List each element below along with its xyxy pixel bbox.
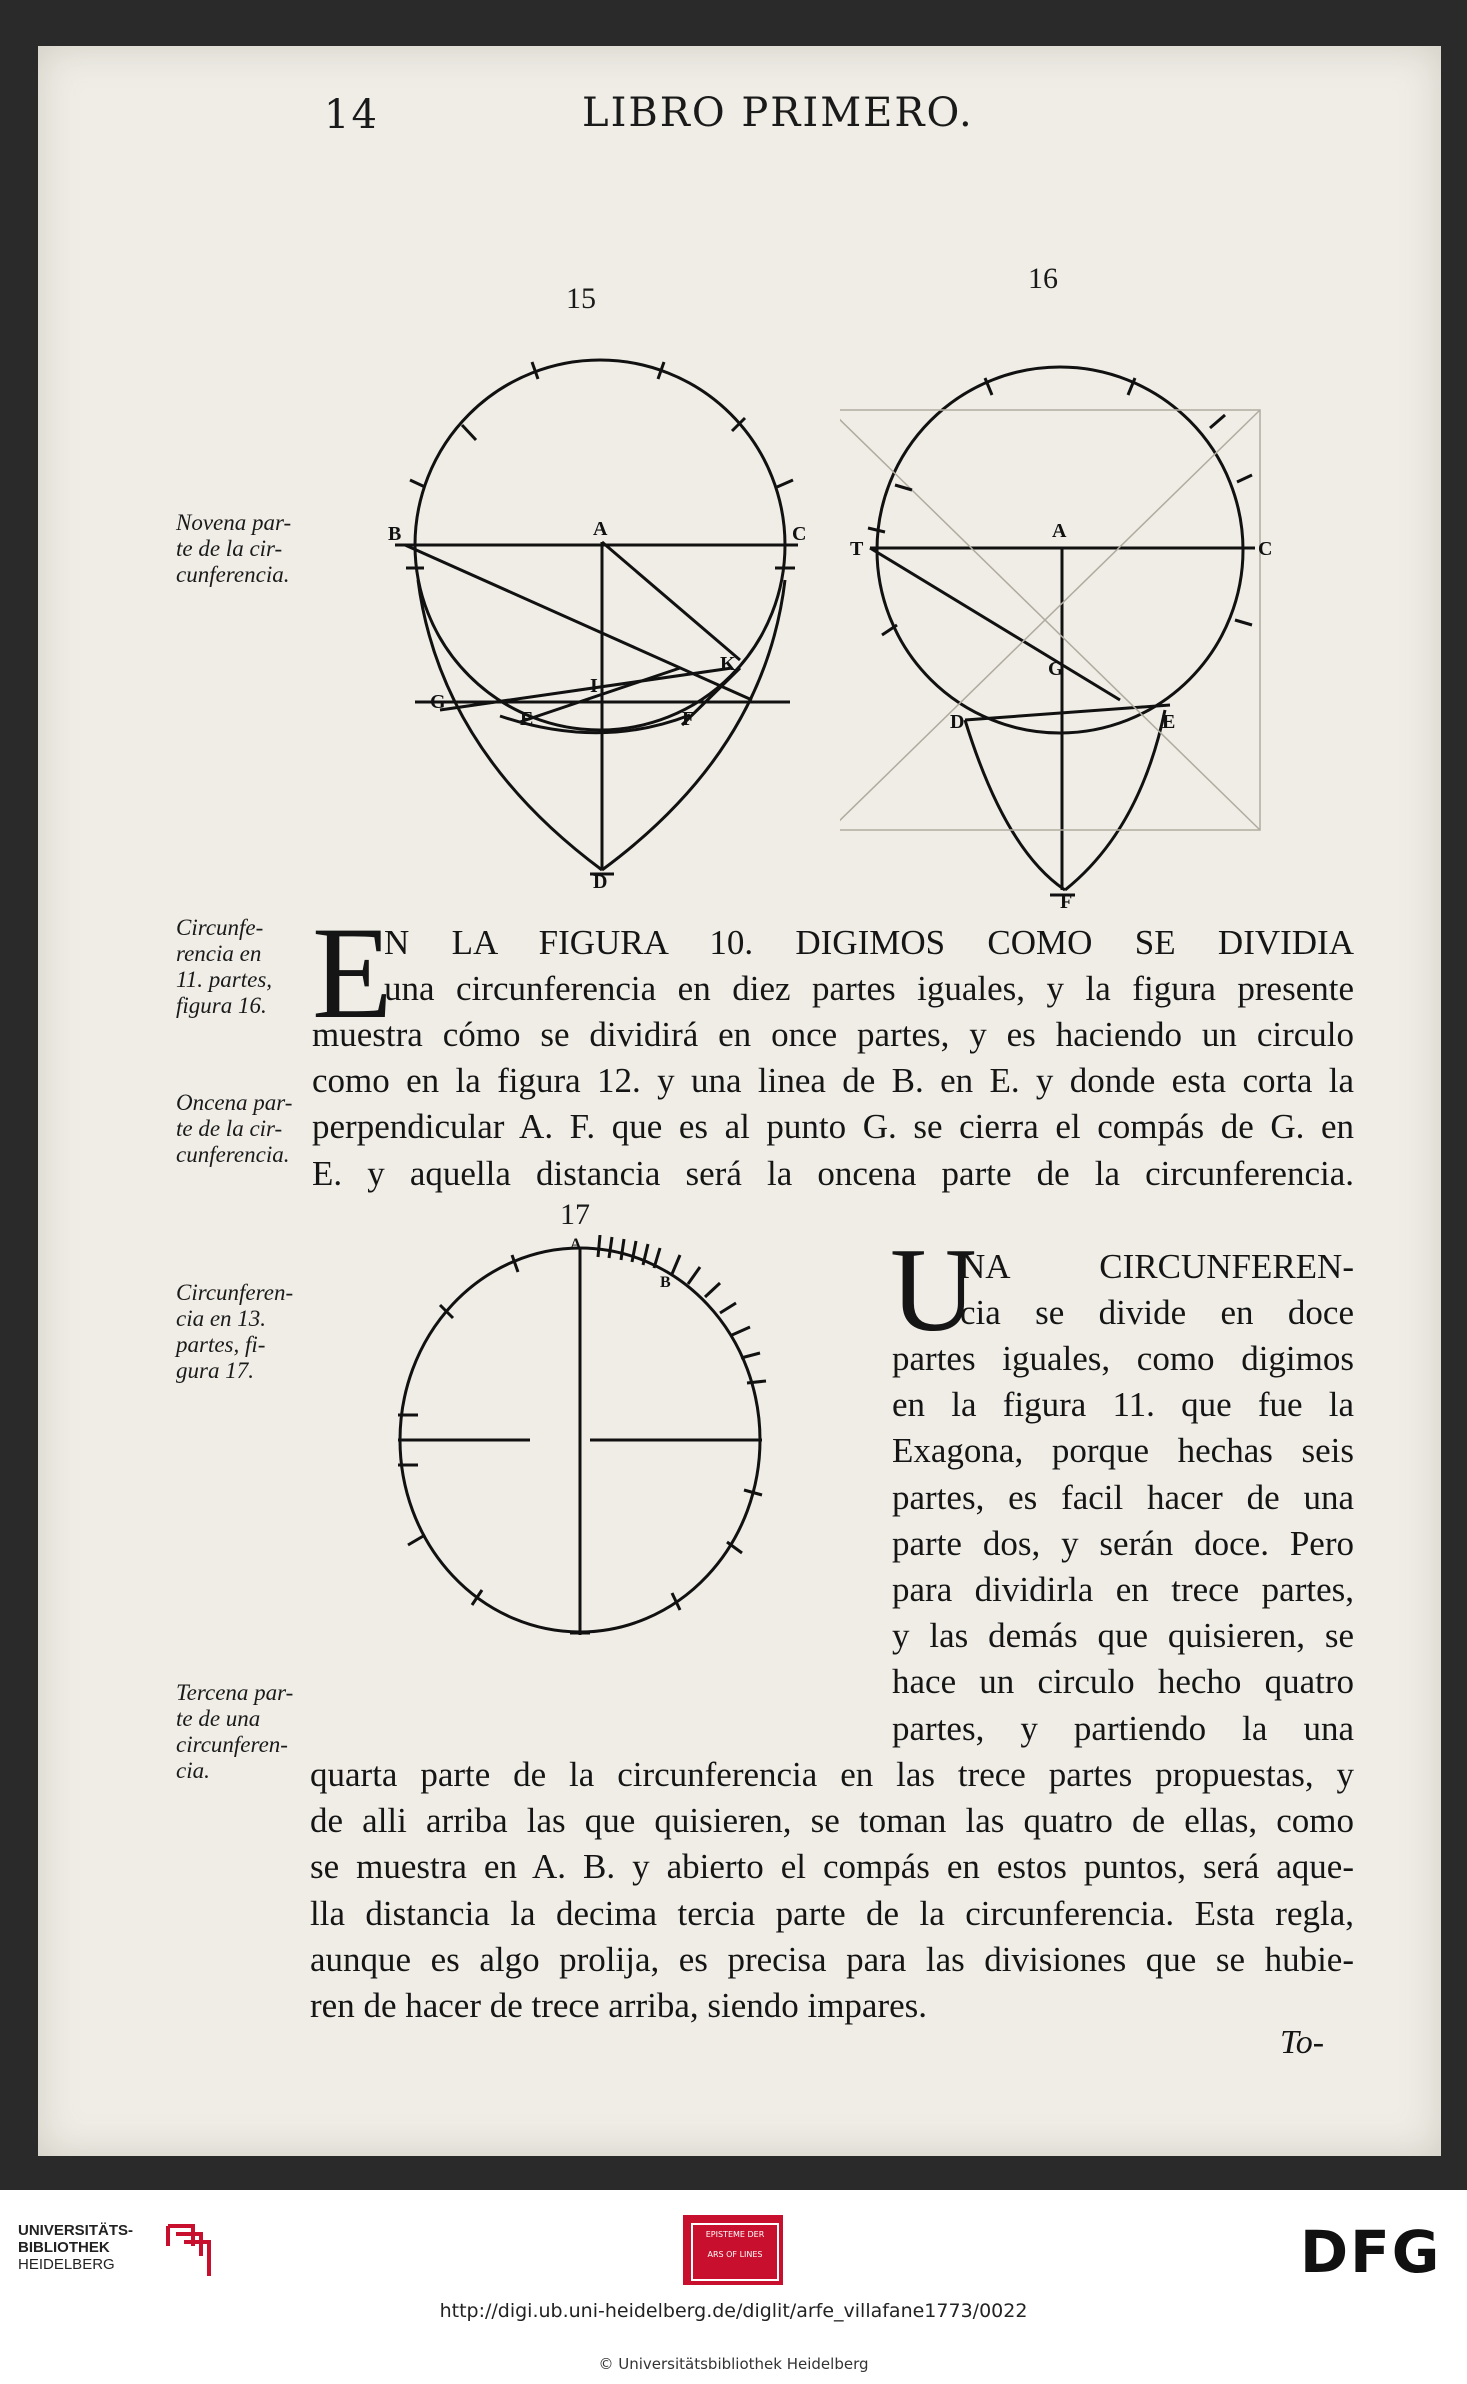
copyright-notice: © Universitätsbibliothek Heidelberg — [598, 2355, 869, 2373]
margin-line: rencia en — [176, 941, 262, 966]
margin-line: partes, fi- — [176, 1332, 266, 1357]
text-line: quarta parte de la circunferencia en las trece partes propuestas, y — [310, 1755, 1354, 1794]
fig17-label-B: B — [660, 1274, 671, 1291]
fig15-label-F: F — [682, 708, 695, 730]
text-line: E. y aquella distancia será la oncena parte de la circunferencia. — [312, 1153, 1354, 1193]
margin-line: te de la cir- — [176, 536, 283, 561]
dfg-logo[interactable]: DFG — [1300, 2218, 1442, 2286]
margin-line: gura 17. — [176, 1358, 254, 1383]
fig16-label-F: F — [1060, 891, 1073, 910]
margin-note-circunferencia-11 — [176, 915, 316, 1019]
figure-15-number: 15 — [566, 282, 596, 315]
episteme-logo[interactable] — [683, 2215, 783, 2285]
fig15-label-I: I — [590, 675, 598, 697]
fig15-label-A: A — [593, 518, 608, 540]
text-line: para dividirla en trece partes, — [892, 1570, 1354, 1610]
text-line: parte dos, y serán doce. Pero — [892, 1523, 1354, 1563]
text-line: una circunferencia en diez partes iguales, y la figura presente — [384, 969, 1354, 1009]
fig16-label-A: A — [1052, 520, 1067, 542]
fig15-label-K: K — [720, 653, 736, 675]
text-line: Exagona, porque hechas seis — [892, 1431, 1354, 1471]
text-line: como en la figura 12. y una linea de B. en E. y donde esta corta la — [312, 1061, 1354, 1101]
logo-line: UNIVERSITÄTS- — [18, 2222, 134, 2239]
margin-line: 11. partes, — [176, 967, 273, 992]
text-line: hace un circulo hecho quatro — [892, 1662, 1354, 1702]
margin-line: Oncena par- — [176, 1090, 293, 1115]
page-number: 14 — [324, 92, 379, 138]
text-line: ren de hacer de trece arriba, siendo impares. — [310, 1986, 928, 2026]
ub-heidelberg-logo[interactable] — [18, 2222, 218, 2292]
paragraph-1-body — [312, 1012, 1354, 1197]
text-line: y las demás que quisieren, se — [892, 1616, 1354, 1656]
margin-note-circunferencia-13 — [176, 1280, 316, 1384]
margin-line: te de una — [176, 1706, 261, 1731]
dropcap-E: E — [312, 899, 393, 1046]
fig15-label-C: C — [792, 523, 807, 545]
margin-line: Tercena par- — [176, 1680, 294, 1705]
logo-line: HEIDELBERG — [18, 2256, 115, 2273]
fig16-label-E: E — [1162, 711, 1176, 733]
fig17-label-A: A — [570, 1236, 582, 1253]
figure-17-number: 17 — [560, 1198, 590, 1231]
figure-16-diagram — [840, 350, 1280, 910]
fig16-label-G: G — [1048, 658, 1064, 680]
running-head: LIBRO PRIMERO. — [582, 90, 974, 136]
text-line: N LA FIGURA 10. DIGIMOS COMO SE DIVIDIA — [384, 923, 1354, 962]
catchword: To- — [1280, 2024, 1325, 2061]
text-line: cia se divide en doce — [960, 1293, 1354, 1333]
margin-note-oncena — [176, 1090, 316, 1168]
text-line: NA CIRCUNFEREN- — [960, 1247, 1354, 1286]
logo-line: ARS OF LINES — [707, 2250, 763, 2259]
text-line: perpendicular A. F. que es al punto G. se cierra el compás de G. en — [312, 1107, 1354, 1147]
margin-line: te de la cir- — [176, 1116, 283, 1141]
text-line: de alli arriba las que quisieren, se toman las quatro de ellas, como — [310, 1801, 1354, 1841]
fig16-label-D: D — [950, 711, 965, 733]
fig16-label-T: T — [850, 538, 864, 560]
fig15-label-B: B — [388, 523, 402, 545]
paragraph-2-body — [310, 1752, 1354, 2029]
margin-line: cunferencia. — [176, 1142, 290, 1167]
margin-line: figura 16. — [176, 993, 267, 1018]
fig15-label-E: E — [520, 708, 534, 730]
margin-note-novena — [176, 510, 316, 588]
paragraph-1-top — [384, 920, 1354, 1012]
figure-16-number: 16 — [1028, 262, 1058, 295]
fig15-label-G: G — [430, 691, 446, 713]
paragraph-2-column — [892, 1336, 1354, 1752]
text-line: partes, es facil hacer de una — [892, 1477, 1354, 1517]
margin-line: Circunferen- — [176, 1280, 294, 1305]
margin-line: circunferen- — [176, 1732, 288, 1757]
margin-line: cia. — [176, 1758, 210, 1783]
permalink-url[interactable]: http://digi.ub.uni-heidelberg.de/diglit/arfe_villafane1773/0022 — [439, 2300, 1028, 2322]
text-line: partes, y partiendo la una — [892, 1708, 1354, 1748]
text-line: partes iguales, como digimos — [892, 1339, 1354, 1378]
ub-logo-mark-icon — [158, 2216, 218, 2288]
text-line: en la figura 11. que fue la — [892, 1385, 1354, 1425]
text-line: se muestra en A. B. y abierto el compás en estos puntos, será aque- — [310, 1847, 1354, 1887]
dropcap-U: U — [890, 1223, 977, 1356]
margin-note-tercena — [176, 1680, 316, 1784]
figure-15-diagram — [380, 330, 820, 890]
figure-17-diagram — [390, 1235, 810, 1665]
fig16-label-C: C — [1258, 538, 1273, 560]
logo-line: BIBLIOTHEK — [18, 2239, 110, 2256]
margin-line: cunferencia. — [176, 562, 290, 587]
text-line: muestra cómo se dividirá en once partes, y es haciendo un circulo — [312, 1015, 1354, 1054]
paragraph-2-top — [960, 1244, 1354, 1336]
fig15-label-D: D — [593, 871, 608, 890]
margin-line: Circunfe- — [176, 915, 264, 940]
logo-line: EPISTEME DER — [705, 2230, 765, 2239]
text-line: aunque es algo prolija, es precisa para las divisiones que se hubie- — [310, 1939, 1354, 1979]
text-line: lla distancia la decima tercia parte de la circunferencia. Esta regla, — [310, 1893, 1354, 1933]
margin-line: Novena par- — [176, 510, 292, 535]
margin-line: cia en 13. — [176, 1306, 267, 1331]
